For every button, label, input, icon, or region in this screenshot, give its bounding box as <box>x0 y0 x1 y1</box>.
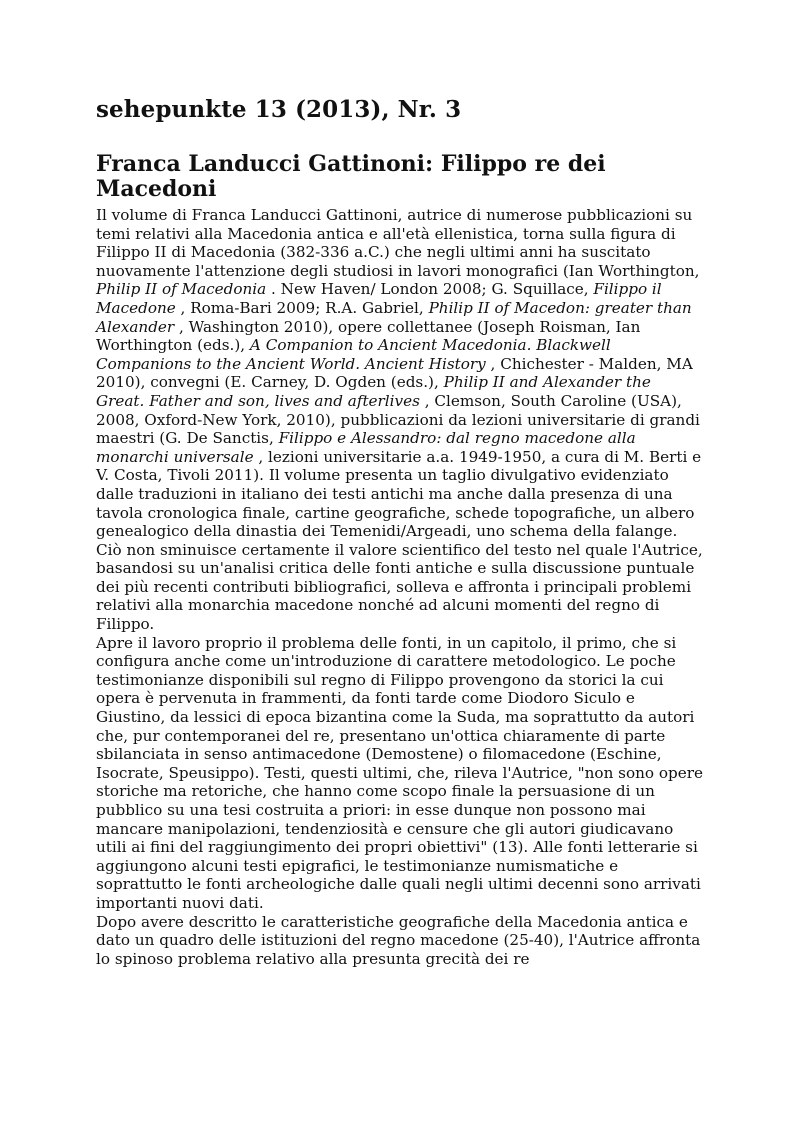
text-run: , Clemson, South Caroline (USA), 2008, Oxford-New York, 2010), pubblicazioni da lezioni universitarie di grandi maestri (G. De Sanctis, <box>96 391 700 448</box>
text-run: , Chichester - Malden, MA 2010), convegni (E. Carney, D. Ogden (eds.), <box>96 354 693 392</box>
text-run: , lezioni universitarie a.a. 1949-1950, a cura di M. Berti e V. Costa, Tivoli 2011). Il volume presenta un taglio divulgativo evidenziato dalle traduzioni in italiano dei testi antichi ma anche dalla presenza di una tavola cronologica finale, cartine geografiche, schede topografiche, un albero genealogico della dinastia dei Temenidi/Argeadi, uno schema della falange. Ciò non sminuisce certamente il valore scientifico del testo nel quale l'Autrice, basandosi su un'analisi critica delle fonti antiche e sulla discussione puntuale dei più recenti contributi bibliografici, solleva e affronta i principali problemi relativi alla monarchia macedone nonché ad alcuni momenti del regno di Filippo. <box>96 447 703 634</box>
review-body <box>96 206 704 968</box>
italic-citation: Filippo e Alessandro: dal regno macedone alla monarchi universale <box>96 429 636 466</box>
italic-citation: Philip II of Macedonia <box>96 280 267 299</box>
italic-citation: Filippo il Macedone <box>96 280 662 317</box>
text-run: , Washington 2010), opere collettanee (Joseph Roisman, Ian Worthington (eds.), <box>96 317 641 355</box>
text-run: Il volume di Franca Landucci Gattinoni, autrice di numerose pubblicazioni su temi relativi alla Macedonia antica e all'età ellenistica, torna sulla figura di Filippo II di Macedonia (382-336 a.C.) che negli ultimi anni ha suscitato nuovamente l'attenzione degli studiosi in lavori monografici (Ian Worthington, <box>96 206 700 280</box>
italic-citation: Philip II and Alexander the Great. Father and son, lives and afterlives <box>96 373 651 410</box>
paragraph-3 <box>96 913 704 969</box>
italic-citation: Philip II of Macedon: greater than Alexander <box>96 298 692 336</box>
text-run: , Roma-Bari 2009; R.A. Gabriel, <box>175 298 429 317</box>
document-page <box>96 96 704 968</box>
review-title: Franca Landucci Gattinoni: Filippo re dei Macedoni <box>96 151 606 202</box>
paragraph-2 <box>96 634 704 913</box>
journal-heading: sehepunkte 13 (2013), Nr. 3 <box>96 96 462 123</box>
text-run: Dopo avere descritto le caratteristiche geografiche della Macedonia antica e dato un quadro delle istituzioni del regno macedone (25-40), l'Autrice affronta lo spinoso problema relativo alla presunta grecità dei re <box>96 912 701 968</box>
italic-citation: A Companion to Ancient Macedonia. Blackwell Companions to the Ancient World. Ancient History <box>96 336 611 373</box>
paragraph-1 <box>96 206 704 634</box>
text-run: Apre il lavoro proprio il problema delle fonti, in un capitolo, il primo, che si configura anche come un'introduzione di carattere metodologico. Le poche testimonianze disponibili sul regno di Filippo provengono da storici la cui opera è pervenuta in frammenti, da fonti tarde come Diodoro Siculo e Giustino, da lessici di epoca bizantina come la Suda, ma soprattutto da autori che, pur contemporanei del re, presentano un'ottica chiaramente di parte sbilanciata in senso antimacedone (Demostene) o filomacedone (Eschine, Isocrate, Speusippo). Testi, questi ultimi, che, rileva l'Autrice, "non sono opere storiche ma retoriche, che hanno come scopo finale la persuasione di un pubblico su una tesi costruita a priori: in esse dunque non possono mai mancare manipolazioni, tendenziosità e censure che gli autori giudicavano utili ai fini del raggiungimento dei propri obiettivi" (13). Alle fonti letterarie si aggiungono alcuni testi epigrafici, le testimonianze numismatiche e soprattutto le fonti archeologiche dalle quali negli ultimi decenni sono arrivati importanti nuovi dati. <box>96 633 703 912</box>
text-run: . New Haven/ London 2008; G. Squillace, <box>266 280 594 299</box>
